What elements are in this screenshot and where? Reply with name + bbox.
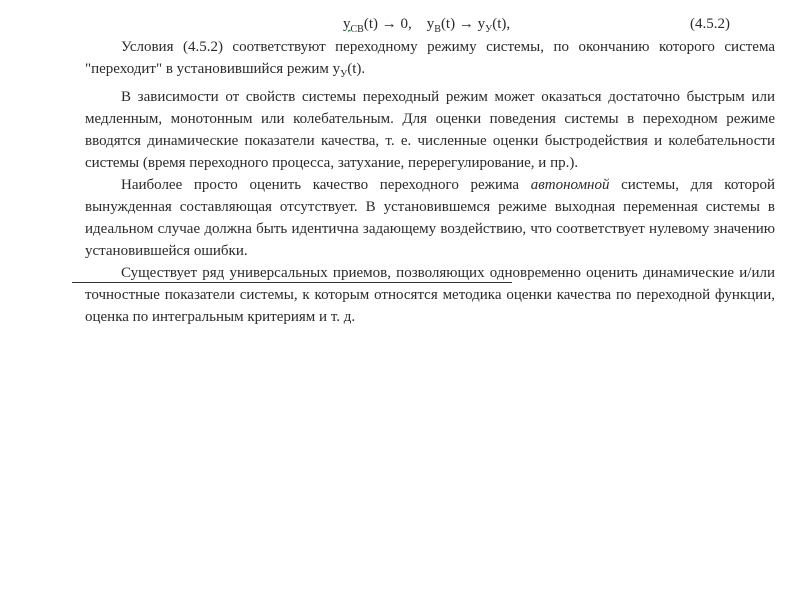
y-v-term: $y_В(t) \to y_У(t)$,: [426, 16, 511, 35]
paragraph-2: В зависимости от свойств системы переходный режим может оказаться достаточно быстрым или медленным, монотонным или колебательным. Для оценки поведения системы в переходном режиме вводятся динамические показатели качества, т. е. численные оценки быстродействия и колебательности системы (время переходного процесса, затухание, перерегулирование, и пр.).: [85, 89, 775, 171]
paragraph-4: Существует ряд универсальных приемов, позволяющих одновременно оценить динамические и/или точностные показатели системы, к которым относятся методика оценки качества по переходной функции, оценка по интегральным критериям и т. д.: [85, 265, 775, 325]
equation-4-5-2: $y_{СВ}(t) \to 0$, $y_В(t) \to y_У(t)$,: [343, 16, 511, 35]
paragraph-3: Наиболее просто оценить качество переходного режима автономной системы, для которой вынужденная составляющая отсутствует. В установившемся режиме выходная переменная системы в идеальном случае должна быть идентична задающему воздействию, что соответствует нулевому значению установившейся ошибки.: [85, 177, 776, 259]
document-body: [85, 36, 775, 328]
paragraph-1: Условия (4.5.2) соответствуют переходному режиму системы, по окончанию которого система "переходит" в установившийся режим $y_У(t)$.: [85, 39, 775, 80]
equation-number: (4.5.2): [690, 16, 730, 32]
italic-term: автономной: [530, 177, 610, 193]
handwritten-underline: [72, 282, 512, 283]
y-cv-term: $y_{СВ}$: [343, 16, 364, 35]
